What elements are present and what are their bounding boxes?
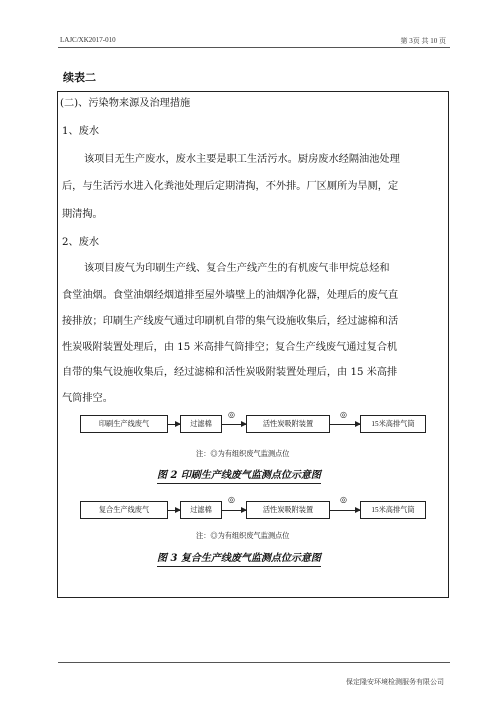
flow-step-exhaust-stack: 15米高排气筒 — [360, 415, 426, 433]
flow-step-filter-cotton: 过滤棉 — [180, 501, 222, 519]
flow-step-exhaust-stack: 15米高排气筒 — [360, 501, 426, 519]
waste-gas-text-line: 该项目废气为印刷生产线、复合生产线产生的有机废气非甲烷总烃和 — [84, 263, 390, 274]
flow-step-composite-line: 复合生产线废气 — [80, 501, 168, 519]
flow-step-activated-carbon: 活性炭吸附装置 — [246, 415, 330, 433]
footer-divider — [58, 662, 450, 663]
figure3-caption: 图 3 复合生产线废气监测点位示意图 — [157, 553, 321, 567]
figure3-note: 注：◎为有组织废气监测点位 — [196, 532, 290, 540]
figure2-caption: 图 2 印刷生产线废气监测点位示意图 — [157, 470, 321, 484]
waste-gas-text-line: 食堂油烟。食堂油烟经烟道排至屋外墙壁上的油烟净化器，处理后的废气直 — [62, 290, 399, 301]
flow-arrow — [168, 510, 180, 511]
flow-arrow — [222, 424, 246, 425]
section-title: 续表二 — [63, 71, 96, 84]
flow-step-activated-carbon: 活性炭吸附装置 — [246, 501, 330, 519]
figure2-note: 注：◎为有组织废气监测点位 — [196, 450, 290, 458]
wastewater-text-line: 后，与生活污水进入化粪池处理后定期清掏，不外排。厂区厕所为旱厕，定 — [62, 181, 399, 192]
footer-company: 保定隆安环境检测服务有限公司 — [346, 678, 444, 686]
flow-step-filter-cotton: 过滤棉 — [180, 415, 222, 433]
header-divider — [58, 47, 450, 48]
page-info: 第 3页 共 10 页 — [400, 37, 446, 45]
waste-gas-text-line: 气筒排空。 — [62, 393, 113, 404]
pollution-source-heading: (二)、污染物来源及治理措施 — [60, 98, 191, 109]
doc-code: LAJC/XK2017-010 — [60, 36, 116, 44]
wastewater-heading: 1、废水 — [62, 126, 100, 137]
flow-arrow — [222, 510, 246, 511]
monitoring-point-mark: ◎ — [228, 410, 235, 419]
waste-gas-text-line: 接排放；印刷生产线废气通过印刷机自带的集气设施收集后，经过滤棉和活 — [62, 316, 399, 327]
monitoring-point-mark: ◎ — [228, 495, 235, 504]
waste-gas-text-line: 性炭吸附装置处理后，由 15 米高排气筒排空；复合生产线废气通过复合机 — [62, 342, 398, 353]
wastewater-text-line: 期清掏。 — [62, 209, 103, 220]
waste-gas-heading: 2、废水 — [62, 237, 100, 248]
monitoring-point-mark: ◎ — [340, 495, 347, 504]
flow-arrow — [330, 424, 360, 425]
flow-step-printing-line: 印刷生产线废气 — [80, 415, 168, 433]
monitoring-point-mark: ◎ — [340, 410, 347, 419]
waste-gas-text-line: 自带的集气设施收集后，经过滤棉和活性炭吸附装置处理后，由 15 米高排 — [62, 367, 398, 378]
wastewater-text-line: 该项目无生产废水，废水主要是职工生活污水。厨房废水经隔油池处理 — [84, 154, 400, 165]
flow-arrow — [168, 424, 180, 425]
flow-arrow — [330, 510, 360, 511]
